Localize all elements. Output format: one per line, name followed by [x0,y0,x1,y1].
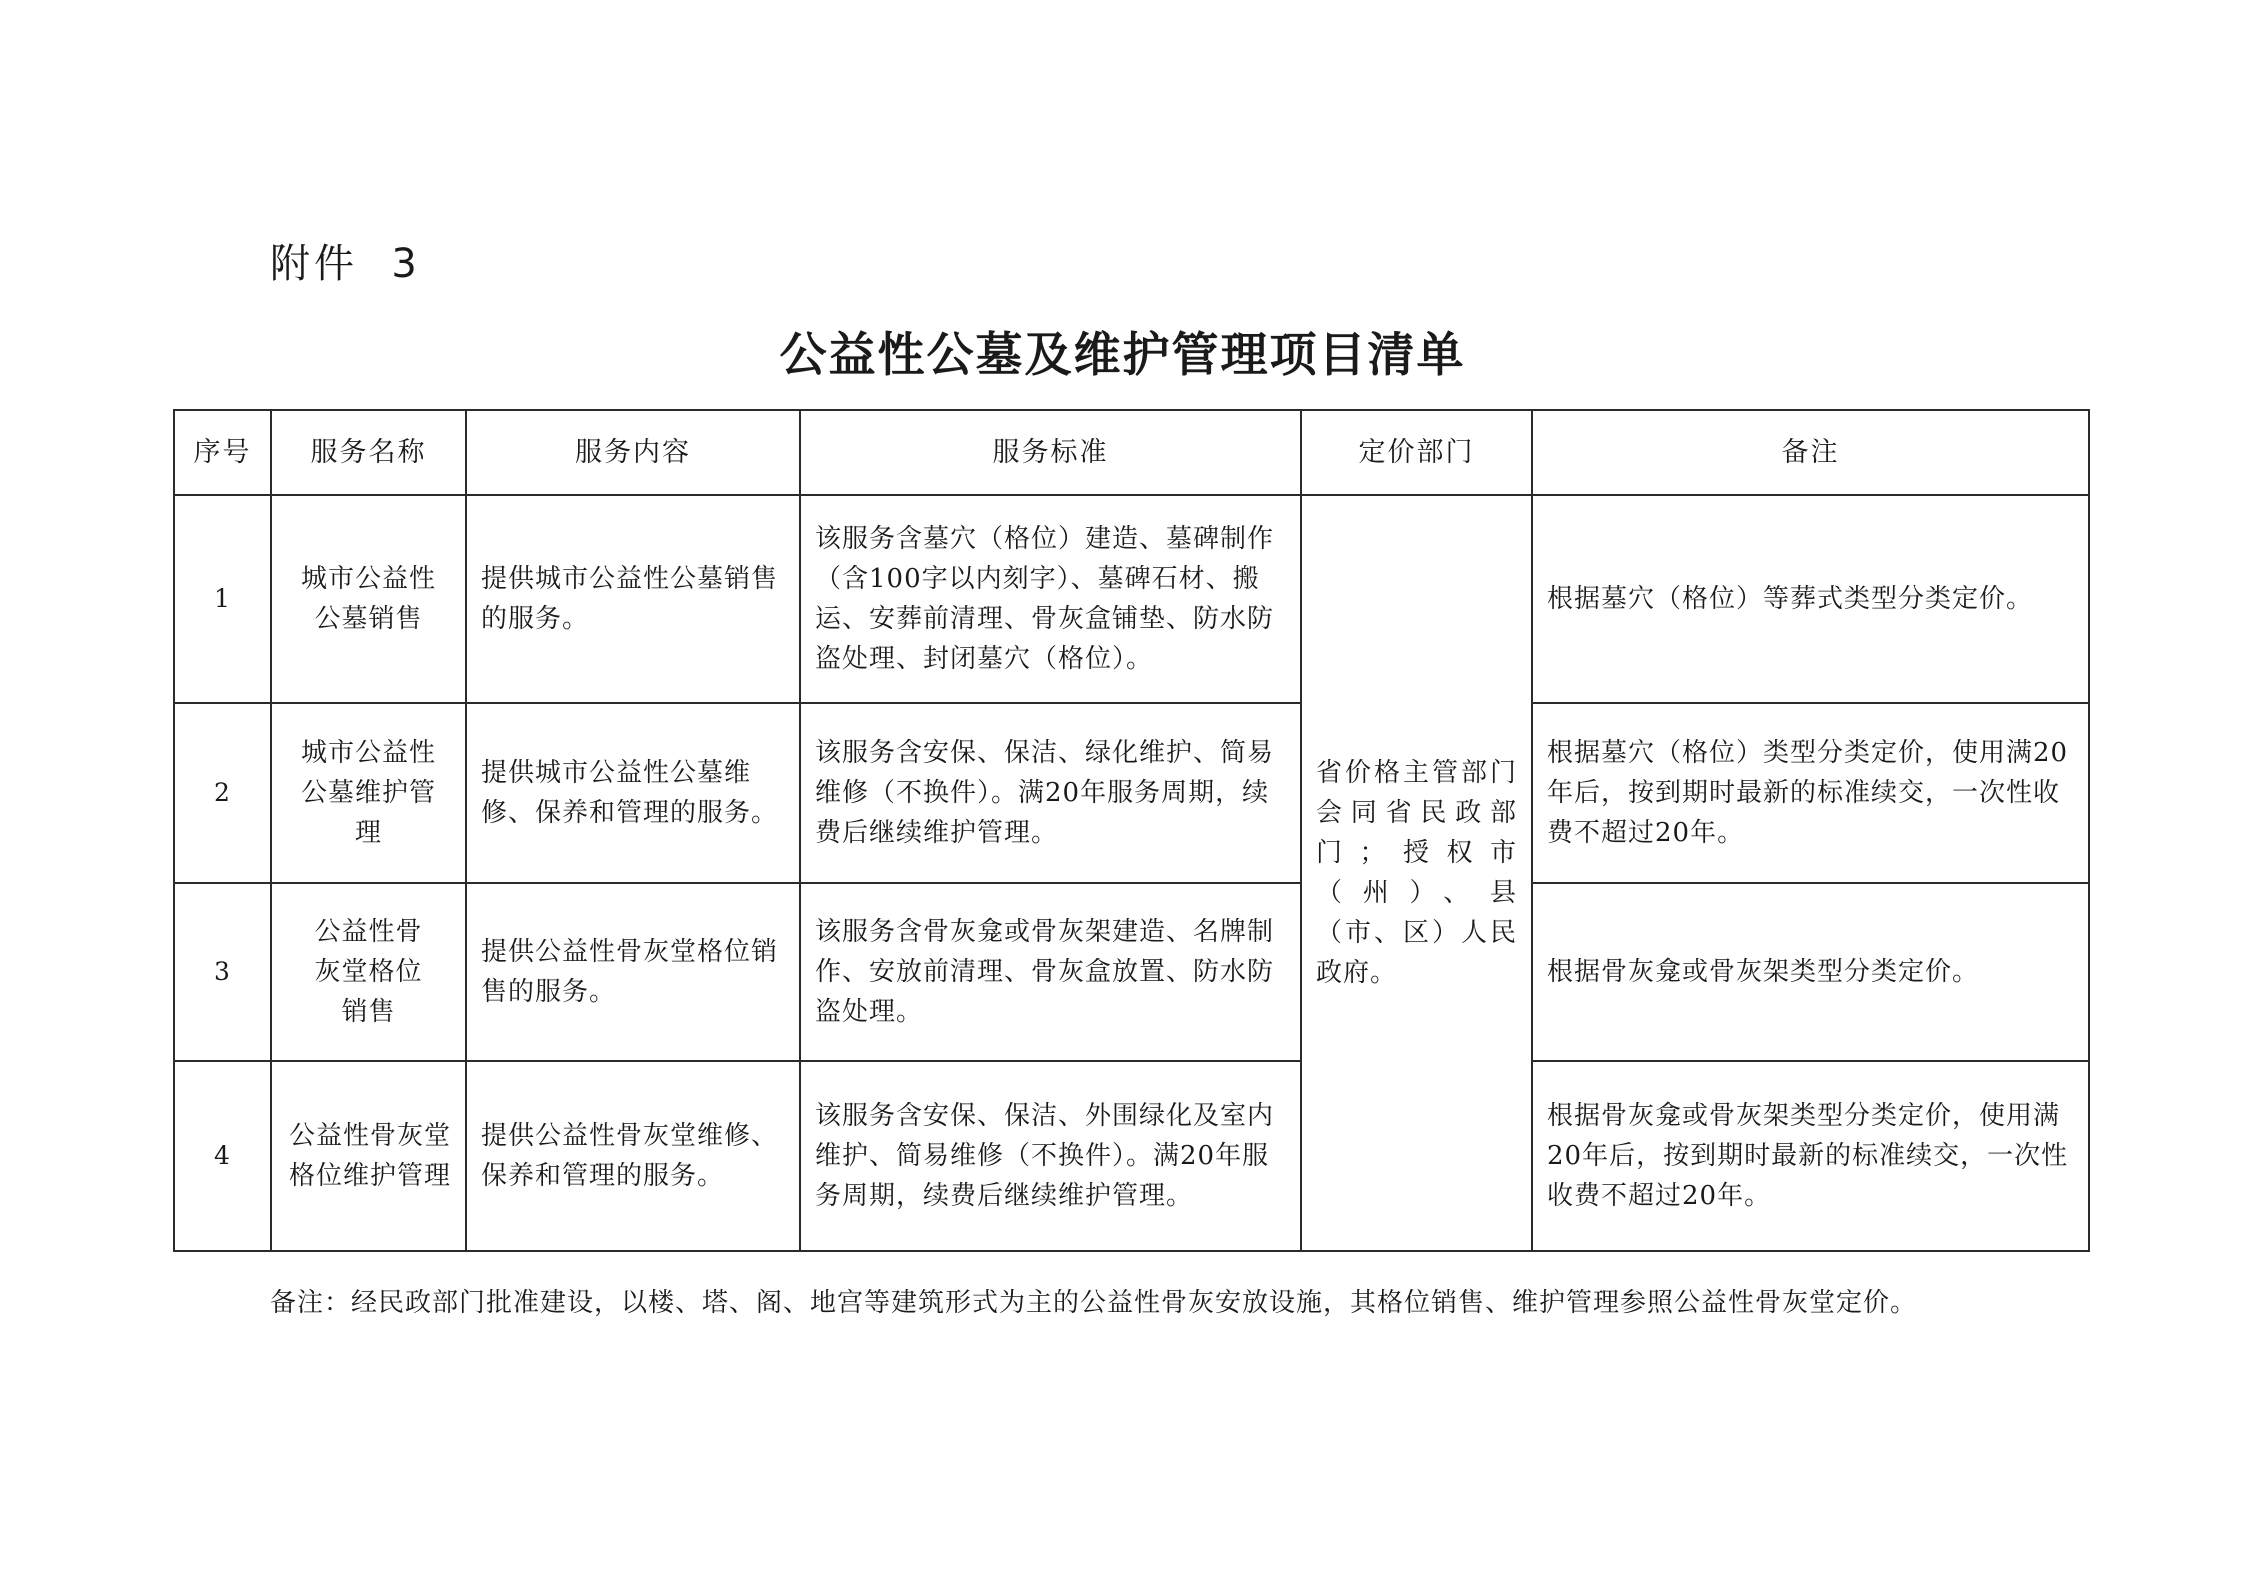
row-index: 4 [174,1061,271,1251]
table-row [174,1061,2089,1251]
header-index: 序号 [174,410,271,495]
row-remark: 根据骨灰龛或骨灰架类型分类定价，使用满20年后，按到期时最新的标准续交，一次性收费不超过20年。 [1532,1061,2089,1251]
row-remark: 根据骨灰龛或骨灰架类型分类定价。 [1532,883,2089,1061]
table-row [174,883,2089,1061]
row-index: 3 [174,883,271,1061]
row-service-content: 提供公益性骨灰堂格位销售的服务。 [466,883,800,1061]
row-service-name: 公益性骨灰堂格位维护管理 [271,1061,466,1251]
row-service-name: 公益性骨灰堂格位销售 [271,883,466,1061]
row-service-content: 提供公益性骨灰堂维修、保养和管理的服务。 [466,1061,800,1251]
footnote: 备注：经民政部门批准建设，以楼、塔、阁、地宫等建筑形式为主的公益性骨灰安放设施，其格位销售、维护管理参照公益性骨灰堂定价。 [270,1288,1918,1318]
row-service-standard: 该服务含安保、保洁、绿化维护、简易维修（不换件）。满20年服务周期，续费后继续维护管理。 [800,703,1301,883]
header-service-name: 服务名称 [271,410,466,495]
row-service-content: 提供城市公益性公墓销售的服务。 [466,495,800,703]
table-row [174,495,2089,703]
row-service-name: 城市公益性公墓销售 [271,495,466,703]
row-index: 1 [174,495,271,703]
row-service-standard: 该服务含墓穴（格位）建造、墓碑制作（含100字以内刻字）、墓碑石材、搬运、安葬前清理、骨灰盒铺垫、防水防盗处理、封闭墓穴（格位）。 [800,495,1301,703]
header-service-standard: 服务标准 [800,410,1301,495]
row-service-content: 提供城市公益性公墓维修、保养和管理的服务。 [466,703,800,883]
row-index: 2 [174,703,271,883]
table-header-row [174,410,2089,495]
row-service-standard: 该服务含安保、保洁、外围绿化及室内维护、简易维修（不换件）。满20年服务周期，续费后继续维护管理。 [800,1061,1301,1251]
row-remark: 根据墓穴（格位）等葬式类型分类定价。 [1532,495,2089,703]
row-service-name: 城市公益性公墓维护管理 [271,703,466,883]
document-title: 公益性公墓及维护管理项目清单 [779,328,1466,383]
service-table [173,409,2090,1252]
row-remark: 根据墓穴（格位）类型分类定价，使用满20年后，按到期时最新的标准续交，一次性收费不超过20年。 [1532,703,2089,883]
table-row [174,703,2089,883]
row-service-standard: 该服务含骨灰龛或骨灰架建造、名牌制作、安放前清理、骨灰盒放置、防水防盗处理。 [800,883,1301,1061]
attachment-label: 附件 3 [270,241,421,287]
pricing-department-cell: 省价格主管部门会同省民政部门；授权市（州）、县（市、区）人民政府。 [1301,495,1532,1251]
header-remark: 备注 [1532,410,2089,495]
header-service-content: 服务内容 [466,410,800,495]
header-pricing-department: 定价部门 [1301,410,1532,495]
